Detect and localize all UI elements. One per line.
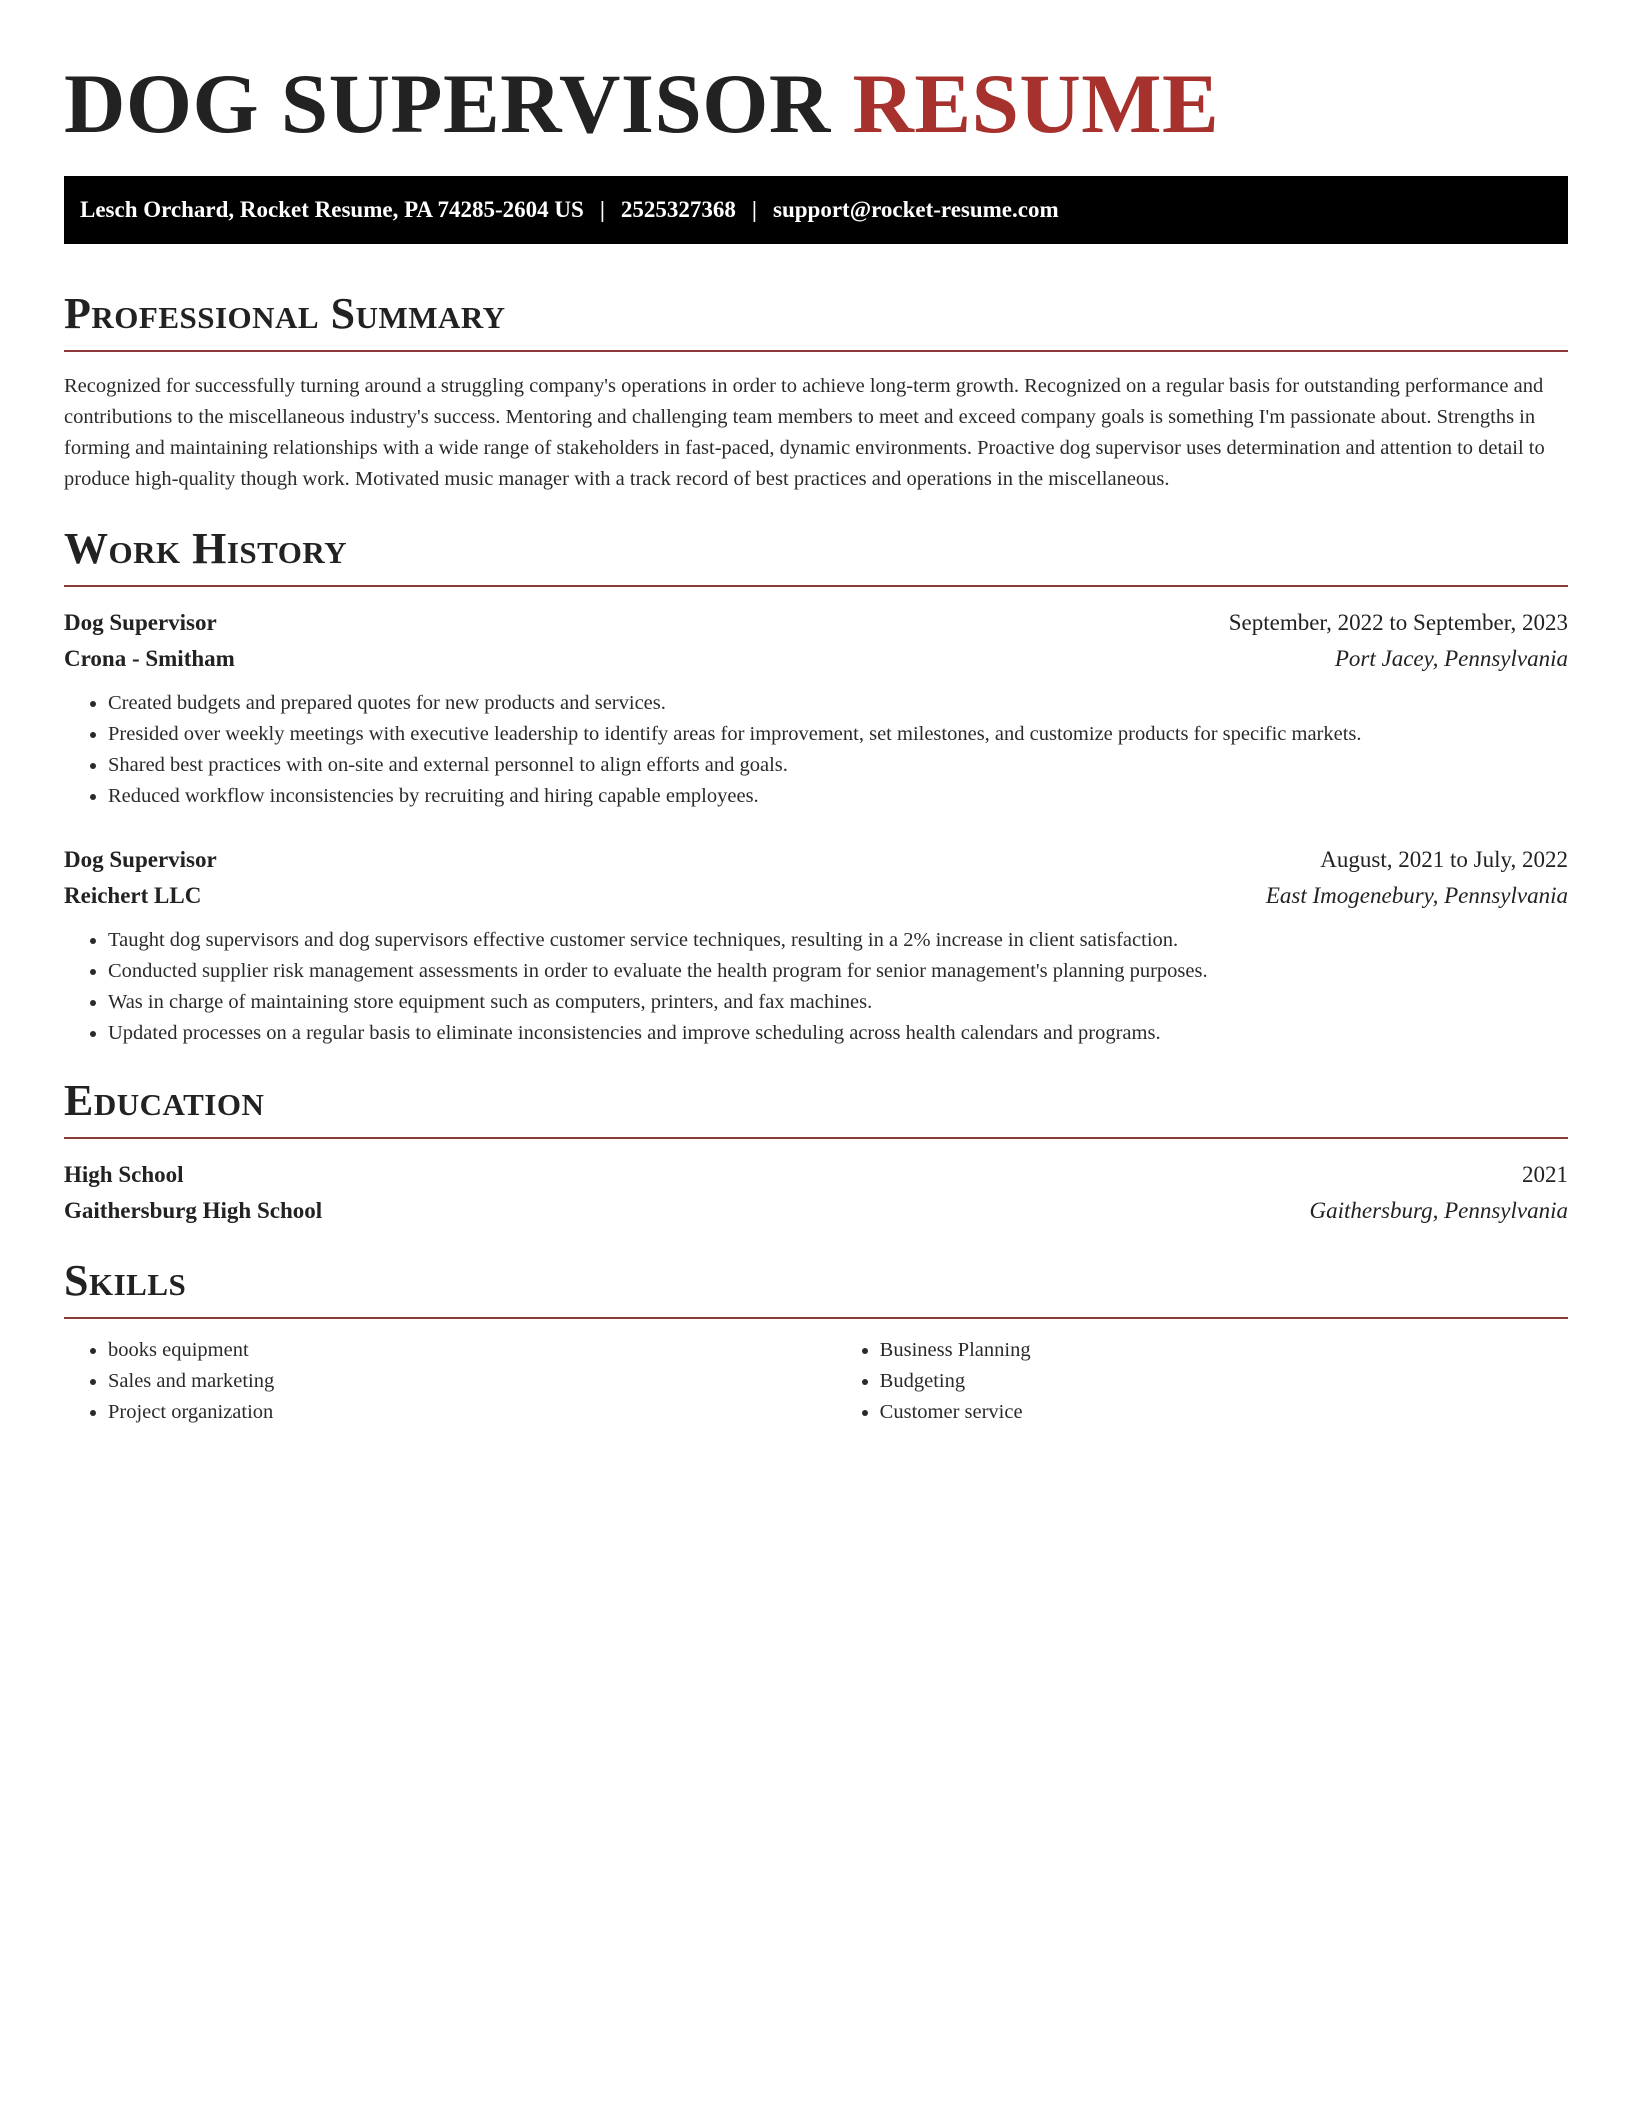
section-heading-skills: Skills <box>64 1256 187 1305</box>
resume-title <box>64 54 1568 154</box>
education-degree-row <box>64 1157 1568 1193</box>
skills-list-left <box>64 1335 836 1428</box>
contact-separator: | <box>599 197 605 222</box>
job-bullet: • Shared best practices with on-site and external personnel to align efforts and goals. <box>108 750 1568 781</box>
section-divider <box>64 1317 1568 1319</box>
job-dates: August, 2021 to July, 2022 <box>1320 847 1568 872</box>
summary-text: Recognized for successfully turning around a struggling company's operations in order to achieve long-term growth. Recognized on a regular basis for outstanding performance and contributions to the miscellaneous industry's success. Mentoring and challenging team members to meet and exceed company goals is something I'm passionate about. Strengths in forming and maintaining relationships with a wide range of stakeholders in fast-paced, dynamic environments. Proactive dog supervisor uses determination and attention to detail to produce high-quality though work. Motivated music manager with a track record of best practices and operations in the miscellaneous. <box>64 375 1545 490</box>
job-entry <box>64 605 1568 812</box>
title-main: DOG SUPERVISOR <box>64 57 831 151</box>
education-year: 2021 <box>1522 1162 1568 1187</box>
job-header-row <box>64 605 1568 641</box>
job-company: Crona - Smitham <box>64 646 235 671</box>
job-location: Port Jacey, Pennsylvania <box>1334 646 1568 671</box>
job-entry <box>64 842 1568 1049</box>
contact-email: support@rocket-resume.com <box>773 197 1059 222</box>
skills-section <box>64 1255 1568 1428</box>
section-divider <box>64 1137 1568 1139</box>
job-company-row <box>64 641 1568 677</box>
contact-phone: 2525327368 <box>620 197 736 222</box>
section-heading-summary: Professional Summary <box>64 289 506 338</box>
job-company-row <box>64 878 1568 914</box>
skill-item: • Project organization <box>108 1397 836 1428</box>
section-divider <box>64 350 1568 352</box>
section-divider <box>64 585 1568 587</box>
job-title: Dog Supervisor <box>64 610 217 635</box>
education-section <box>64 1075 1568 1229</box>
job-header-row <box>64 842 1568 878</box>
job-company: Reichert LLC <box>64 883 202 908</box>
skill-item: • Sales and marketing <box>108 1366 836 1397</box>
job-bullet: • Was in charge of maintaining store equipment such as computers, printers, and fax machines. <box>108 987 1568 1018</box>
education-degree: High School <box>64 1162 184 1187</box>
work-history-section <box>64 523 1568 1049</box>
job-bullet: • Updated processes on a regular basis to eliminate inconsistencies and improve scheduling across health calendars and programs. <box>108 1018 1568 1049</box>
skill-item: • Customer service <box>880 1397 1568 1428</box>
job-bullet: • Conducted supplier risk management assessments in order to evaluate the health program for senior management's planning purposes. <box>108 956 1568 987</box>
skill-item: • Budgeting <box>880 1366 1568 1397</box>
job-title: Dog Supervisor <box>64 847 217 872</box>
skills-grid <box>64 1335 1568 1428</box>
job-location: East Imogenebury, Pennsylvania <box>1265 883 1568 908</box>
job-dates: September, 2022 to September, 2023 <box>1228 610 1568 635</box>
job-bullet: • Presided over weekly meetings with executive leadership to identify areas for improvement, set milestones, and customize products for specific markets. <box>108 719 1568 750</box>
title-accent: RESUME <box>852 57 1220 151</box>
job-bullet: • Taught dog supervisors and dog supervisors effective customer service techniques, resulting in a 2% increase in client satisfaction. <box>108 925 1568 956</box>
education-entry <box>64 1157 1568 1229</box>
job-bullets <box>64 925 1568 1049</box>
contact-bar <box>64 176 1568 244</box>
education-school-row <box>64 1193 1568 1229</box>
summary-section <box>64 288 1568 495</box>
job-bullet: • Created budgets and prepared quotes for new products and services. <box>108 688 1568 719</box>
contact-separator: | <box>751 197 757 222</box>
section-heading-work-history: Work History <box>64 524 348 573</box>
skill-item: • Business Planning <box>880 1335 1568 1366</box>
contact-address: Lesch Orchard, Rocket Resume, PA 74285-2604 US <box>80 197 584 222</box>
education-location: Gaithersburg, Pennsylvania <box>1309 1198 1568 1223</box>
education-school: Gaithersburg High School <box>64 1198 323 1223</box>
job-bullet: • Reduced workflow inconsistencies by recruiting and hiring capable employees. <box>108 781 1568 812</box>
skill-item: • books equipment <box>108 1335 836 1366</box>
skills-list-right <box>836 1335 1568 1428</box>
job-bullets <box>64 688 1568 812</box>
section-heading-education: Education <box>64 1076 265 1125</box>
